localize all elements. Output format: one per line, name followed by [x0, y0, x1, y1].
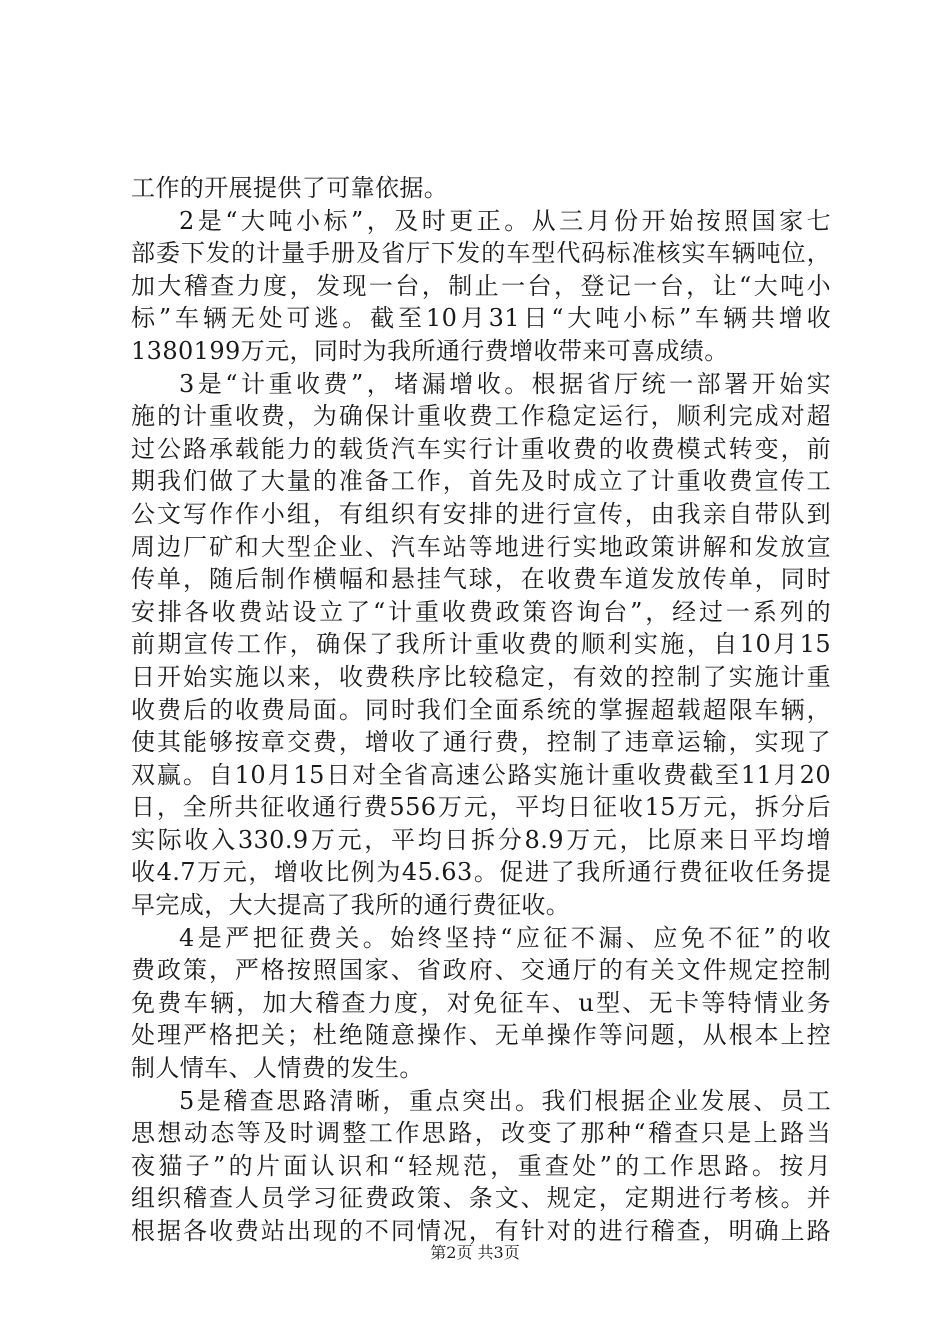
text-line: 公文写作作小组，有组织有安排的进行宣传，由我亲自带队到: [131, 499, 831, 528]
text-line: 免费车辆，加大稽查力度，对免征车、u型、无卡等特情业务: [131, 988, 831, 1017]
text-line: 加大稽查力度，发现一台，制止一台，登记一台，让“大吨小: [131, 271, 831, 300]
text-line: 安排各收费站设立了“计重收费政策咨询台”，经过一系列的: [131, 597, 831, 626]
text-line: 收费后的收费局面。同时我们全面系统的掌握超载超限车辆，: [131, 695, 831, 724]
text-line: 4是严把征费关。始终坚持“应征不漏、应免不征”的收: [179, 923, 831, 952]
text-line: 2是“大吨小标”，及时更正。从三月份开始按照国家七: [179, 206, 831, 235]
text-line: 处理严格把关；杜绝随意操作、无单操作等问题，从根本上控: [131, 1021, 831, 1050]
text-line: 根据各收费站出现的不同情况，有针对的进行稽查，明确上路: [131, 1217, 831, 1245]
text-line: 部委下发的计量手册及省厅下发的车型代码标准核实车辆吨位，: [131, 239, 831, 268]
text-line: 日开始实施以来，收费秩序比较稳定，有效的控制了实施计重: [131, 662, 831, 691]
text-line: 组织稽查人员学习征费政策、条文、规定，定期进行考核。并: [131, 1184, 831, 1213]
text-line: 早完成，大大提高了我所的通行费征收。: [131, 891, 571, 920]
text-line: 双赢。自10月15日对全省高速公路实施计重收费截至11月20: [131, 760, 831, 789]
text-line: 费政策，严格按照国家、省政府、交通厅的有关文件规定控制: [131, 956, 831, 985]
text-line: 思想动态等及时调整工作思路，改变了那种“稽查只是上路当: [131, 1119, 831, 1148]
text-line: 施的计重收费，为确保计重收费工作稳定运行，顺利完成对超: [131, 402, 831, 431]
text-line: 期我们做了大量的准备工作，首先及时成立了计重收费宣传工: [131, 467, 831, 496]
text-line: 收4.7万元，增收比例为45.63。促进了我所通行费征收任务提: [131, 858, 831, 887]
document-body: [131, 172, 831, 1248]
text-line: 使其能够按章交费，增收了通行费，控制了违章运输，实现了: [131, 728, 831, 757]
text-line: 标”车辆无处可逃。截至10月31日“大吨小标”车辆共增收: [131, 304, 831, 333]
text-line: 周边厂矿和大型企业、汽车站等地进行实地政策讲解和发放宣: [131, 532, 831, 561]
text-line: 工作的开展提供了可靠依据。: [131, 174, 449, 202]
text-line: 前期宣传工作，确保了我所计重收费的顺利实施，自10月15: [131, 630, 831, 659]
page-number-footer: 第2页 共3页: [430, 1243, 520, 1262]
text-line: 实际收入330.9万元，平均日拆分8.9万元，比原来日平均增: [131, 825, 831, 854]
text-line: 过公路承载能力的载货汽车实行计重收费的收费模式转变，前: [131, 434, 831, 463]
text-line: 日，全所共征收通行费556万元，平均日征收15万元，拆分后: [131, 793, 831, 822]
text-line: 传单，随后制作横幅和悬挂气球，在收费车道发放传单，同时: [131, 565, 831, 594]
text-line: 1380199万元，同时为我所通行费增收带来可喜成绩。: [131, 336, 729, 365]
text-line: 夜猫子”的片面认识和“轻规范，重查处”的工作思路。按月: [131, 1151, 831, 1180]
text-line: 5是稽查思路清晰，重点突出。我们根据企业发展、员工: [179, 1086, 831, 1115]
text-line: 3是“计重收费”，堵漏增收。根据省厅统一部署开始实: [179, 369, 831, 398]
text-line: 制人情车、人情费的发生。: [131, 1054, 424, 1083]
